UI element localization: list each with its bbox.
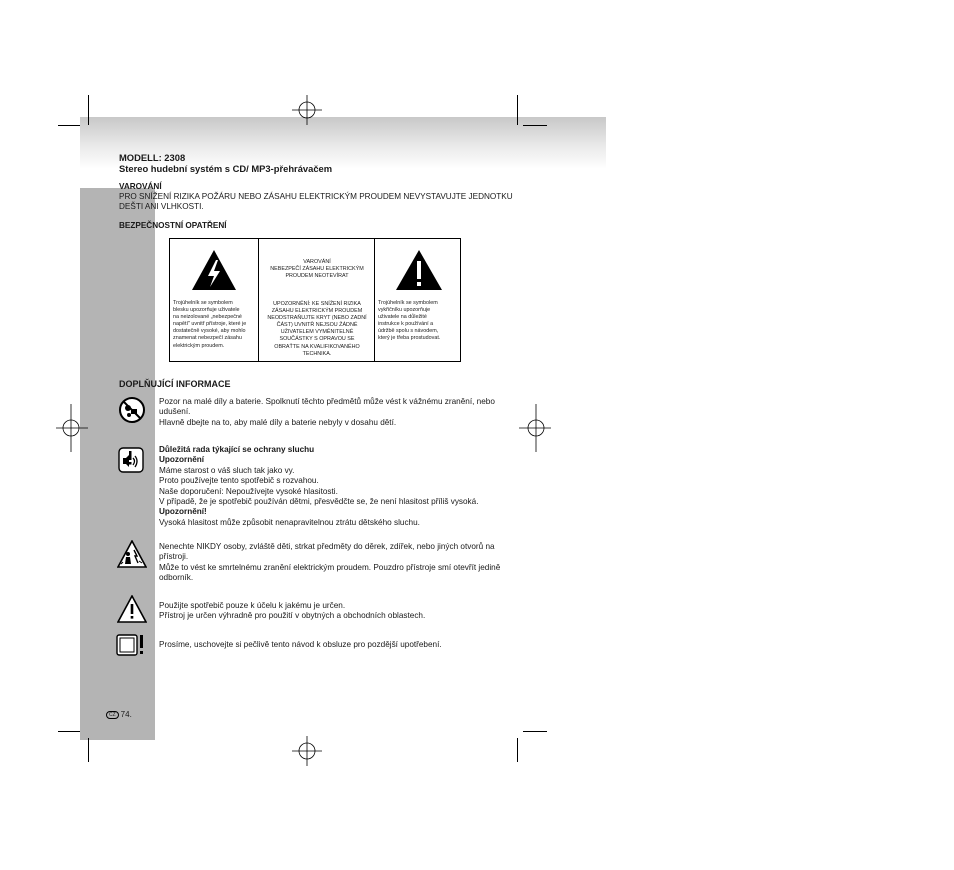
crop-mark [523, 125, 547, 126]
text-line: ZÁSAHU ELEKTRICKÝM PROUDEM [271, 308, 363, 315]
text-line: Vysoká hlasitost může způsobit nenapravitelnou ztrátu dětského sluchu. [159, 517, 420, 527]
page-number-text: 74. [120, 710, 132, 719]
list-item [159, 542, 500, 584]
no-small-parts-icon [118, 396, 146, 424]
safety-title: BEZPEČNOSTNÍ OPATŘENÍ [119, 221, 227, 230]
text-line: udušení. [159, 407, 191, 417]
text-line: Naše doporučení: Nepoužívejte vysoké hlasitosti. [159, 486, 338, 496]
text-line: Proto používejte tento spotřebič s rozvahou. [159, 476, 319, 486]
text-line: Pozor na malé díly a baterie. Spolknutí těchto předmětů může vést k vážnému zranění, nebo [159, 397, 495, 406]
exclamation-description [378, 300, 440, 343]
text-line: instrukce k používání a [378, 321, 434, 328]
text-line: Trojúhelník se symbolem [173, 300, 233, 306]
text-line: Trojúhelník se symbolem [378, 300, 438, 306]
text-line: vykřičníku upozorňuje [378, 307, 431, 314]
text-line: V případě, že je spotřebič používán dětmi, přesvědčte se, že není hlasitost příliš vysoká. [159, 497, 479, 507]
manual-keep-icon [116, 633, 150, 657]
text-line: Máme starost o váš sluch tak jako vy. [159, 465, 295, 475]
crop-mark [88, 95, 89, 125]
text-line: PROUDEM NEOTEVÍRAT [285, 273, 349, 280]
text-line: na neizolované „nebezpečné [173, 314, 242, 321]
text-line: Prosíme, uschovejte si pečlivě tento návod k obsluze pro pozdější upotřebení. [159, 640, 442, 649]
safety-symbol-table [169, 238, 461, 362]
lightning-description [173, 300, 246, 350]
text-line: Upozornění [159, 455, 205, 465]
text-line: znamenat nebezpečí zásahu [173, 335, 242, 342]
exclamation-warning-icon [395, 249, 443, 291]
list-item [159, 640, 442, 650]
text-line: dostatečně vysoké, aby mohlo [173, 328, 246, 335]
text-line: blesku upozorňuje uživatele [173, 307, 240, 314]
text-line: elektrickým proudem. [173, 342, 225, 349]
text-line: Hlavně dbejte na to, aby malé díly a baterie nebyly v dosahu dětí. [159, 417, 397, 427]
list-item [159, 445, 478, 528]
caution-body [259, 301, 375, 358]
text-line: NEBEZPEČÍ ZÁSAHU ELEKTRICKÝM [270, 266, 364, 273]
additional-title: DOPLŇUJÍCÍ INFORMACE [119, 379, 231, 389]
registration-mark [292, 736, 322, 766]
text-line: napětí" uvnitř přístroje, které je [173, 321, 247, 328]
caution-text-cell [259, 239, 375, 361]
text-line: Nenechte NIKDY osoby, zvláště děti, strkat předměty do děrek, zdířek, nebo jiných otvorů na [159, 542, 495, 551]
crop-mark [523, 731, 547, 732]
text-line: údržbě spolu s návodem, [378, 328, 439, 335]
text-line: přístroji. [159, 552, 189, 562]
crop-mark [58, 731, 80, 732]
lightning-warning-icon [191, 249, 237, 291]
text-line: Důležitá rada týkající se ochrany sluchu [159, 445, 315, 454]
lightning-cell [170, 239, 259, 361]
text-line: OBRAŤTE NA KVALIFIKOVANÉHO [274, 343, 360, 350]
text-line: NEODSTRAŇUJTE KRYT (NEBO ZADNÍ [267, 315, 367, 322]
text-line: uživatele na důležité [378, 314, 427, 321]
list-item [159, 397, 495, 428]
hearing-protection-icon [118, 447, 144, 473]
text-line: SOUČÁSTKY S OPRAVOU SE [279, 336, 355, 343]
electric-shock-icon [117, 540, 147, 568]
registration-mark [54, 404, 88, 452]
registration-mark [292, 95, 322, 125]
caution-triangle-icon [117, 595, 147, 623]
text-line: TECHNIKA. [302, 350, 332, 357]
text-line: Přístroj je určen výhradně pro použití v obytných a obchodních oblastech. [159, 611, 426, 621]
text-line: odborník. [159, 573, 194, 583]
crop-mark [517, 95, 518, 125]
text-line: UPOZORNĚNÍ: KE SNÍŽENÍ RIZIKA [273, 301, 361, 307]
text-line: Může to vést ke smrtelnému zranění elektrickým proudem. Pouzdro přístroje smí otevřít jedině [159, 562, 501, 572]
exclamation-cell [375, 239, 460, 361]
text-line: který je třeba prostudovat. [378, 335, 441, 342]
registration-mark [519, 404, 553, 452]
crop-mark [88, 738, 89, 762]
caution-header [259, 259, 375, 280]
text-line: VAROVÁNÍ [303, 259, 331, 265]
page-number [106, 710, 132, 720]
warning-text: PRO SNÍŽENÍ RIZIKA POŽÁRU NEBO ZÁSAHU ELEKTRICKÝM PROUDEM NEVYSTAVUJTE JEDNOTKU [119, 192, 513, 201]
text-line: Upozornění! [159, 507, 207, 517]
text-line: Použijte spotřebič pouze k účelu k jakému je určen. [159, 601, 346, 610]
list-item [159, 601, 425, 622]
warning-text: DEŠTI ANI VLHKOSTI. [119, 202, 204, 211]
model-title: MODELL: 2308 [119, 152, 186, 163]
crop-mark [58, 125, 80, 126]
language-badge: CZ [106, 711, 119, 719]
text-line: ČÁST) UVNITŘ NEJSOU ŽÁDNÉ [276, 322, 358, 329]
crop-mark [517, 738, 518, 762]
product-subtitle: Stereo hudební systém s CD/ MP3-přehrávačem [119, 163, 333, 174]
warning-title: VAROVÁNÍ [119, 182, 162, 191]
text-line: UŽIVATELEM VYMĚNITELNÉ [280, 329, 354, 336]
